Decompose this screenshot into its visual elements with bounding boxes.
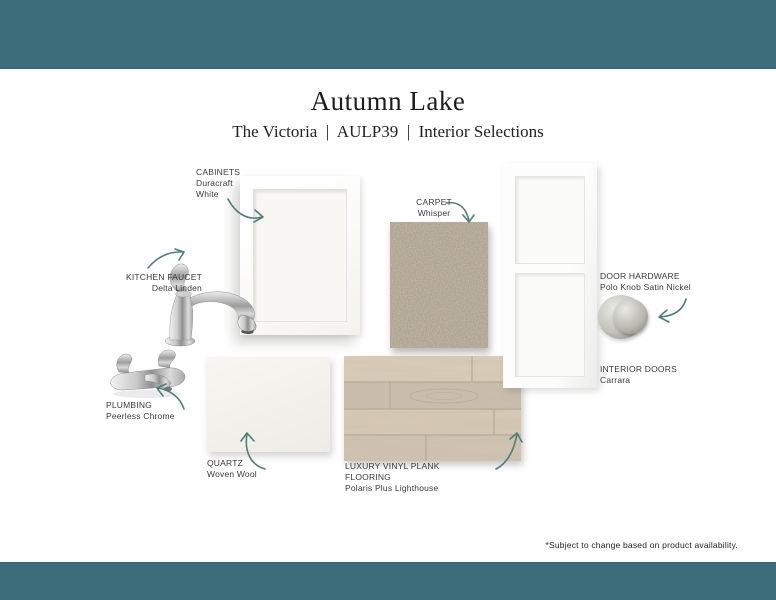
door-bottom-panel xyxy=(515,273,585,377)
plumbing-product: Peerless Chrome xyxy=(106,411,175,421)
plumbing-category: PLUMBING xyxy=(106,400,152,410)
carpet-swatch xyxy=(390,222,488,348)
door-hardware-product: Polo Knob Satin Nickel xyxy=(600,282,691,292)
interior-door-swatch xyxy=(503,163,597,388)
carpet-label xyxy=(398,197,470,219)
interior-doors-category: INTERIOR DOORS xyxy=(600,364,677,374)
quartz-category: QUARTZ xyxy=(207,458,243,468)
kitchen-faucet-category: KITCHEN FAUCET xyxy=(125,272,202,282)
door-top-panel xyxy=(515,176,585,264)
availability-footnote: *Subject to change based on product availability. xyxy=(545,540,738,550)
quartz-label xyxy=(207,458,287,480)
door-hardware-label xyxy=(600,271,700,293)
flooring-product: Polaris Plus Lighthouse xyxy=(345,483,439,493)
bottom-teal-band xyxy=(0,562,776,600)
page-subtitle: The Victoria | AULP39 | Interior Selections xyxy=(232,122,544,141)
carpet-product: Whisper xyxy=(417,208,451,218)
kitchen-faucet-product: Delta Linden xyxy=(151,283,202,293)
flooring-arrow-icon xyxy=(492,428,526,472)
page-title: Autumn Lake xyxy=(310,86,466,116)
carpet-category: CARPET xyxy=(416,197,452,207)
cabinets-arrow-icon xyxy=(226,196,270,226)
cabinets-product: Duracraft White xyxy=(196,178,233,199)
interior-doors-label xyxy=(600,364,690,386)
door-hardware-category: DOOR HARDWARE xyxy=(600,271,680,281)
door-hardware-arrow-icon xyxy=(652,296,690,324)
quartz-product: Woven Wool xyxy=(207,469,257,479)
flooring-category: LUXURY VINYL PLANK FLOORING xyxy=(345,461,440,482)
cabinets-category: CABINETS xyxy=(196,167,241,177)
kitchen-faucet-label xyxy=(90,272,202,294)
kitchen-faucet-arrow-icon xyxy=(146,248,190,270)
door-knob-swatch xyxy=(613,299,648,334)
plumbing-label xyxy=(106,400,196,422)
top-teal-band xyxy=(0,0,776,69)
cabinets-label xyxy=(196,167,250,200)
flooring-label xyxy=(345,461,475,494)
interior-doors-product: Carrara xyxy=(600,375,631,385)
